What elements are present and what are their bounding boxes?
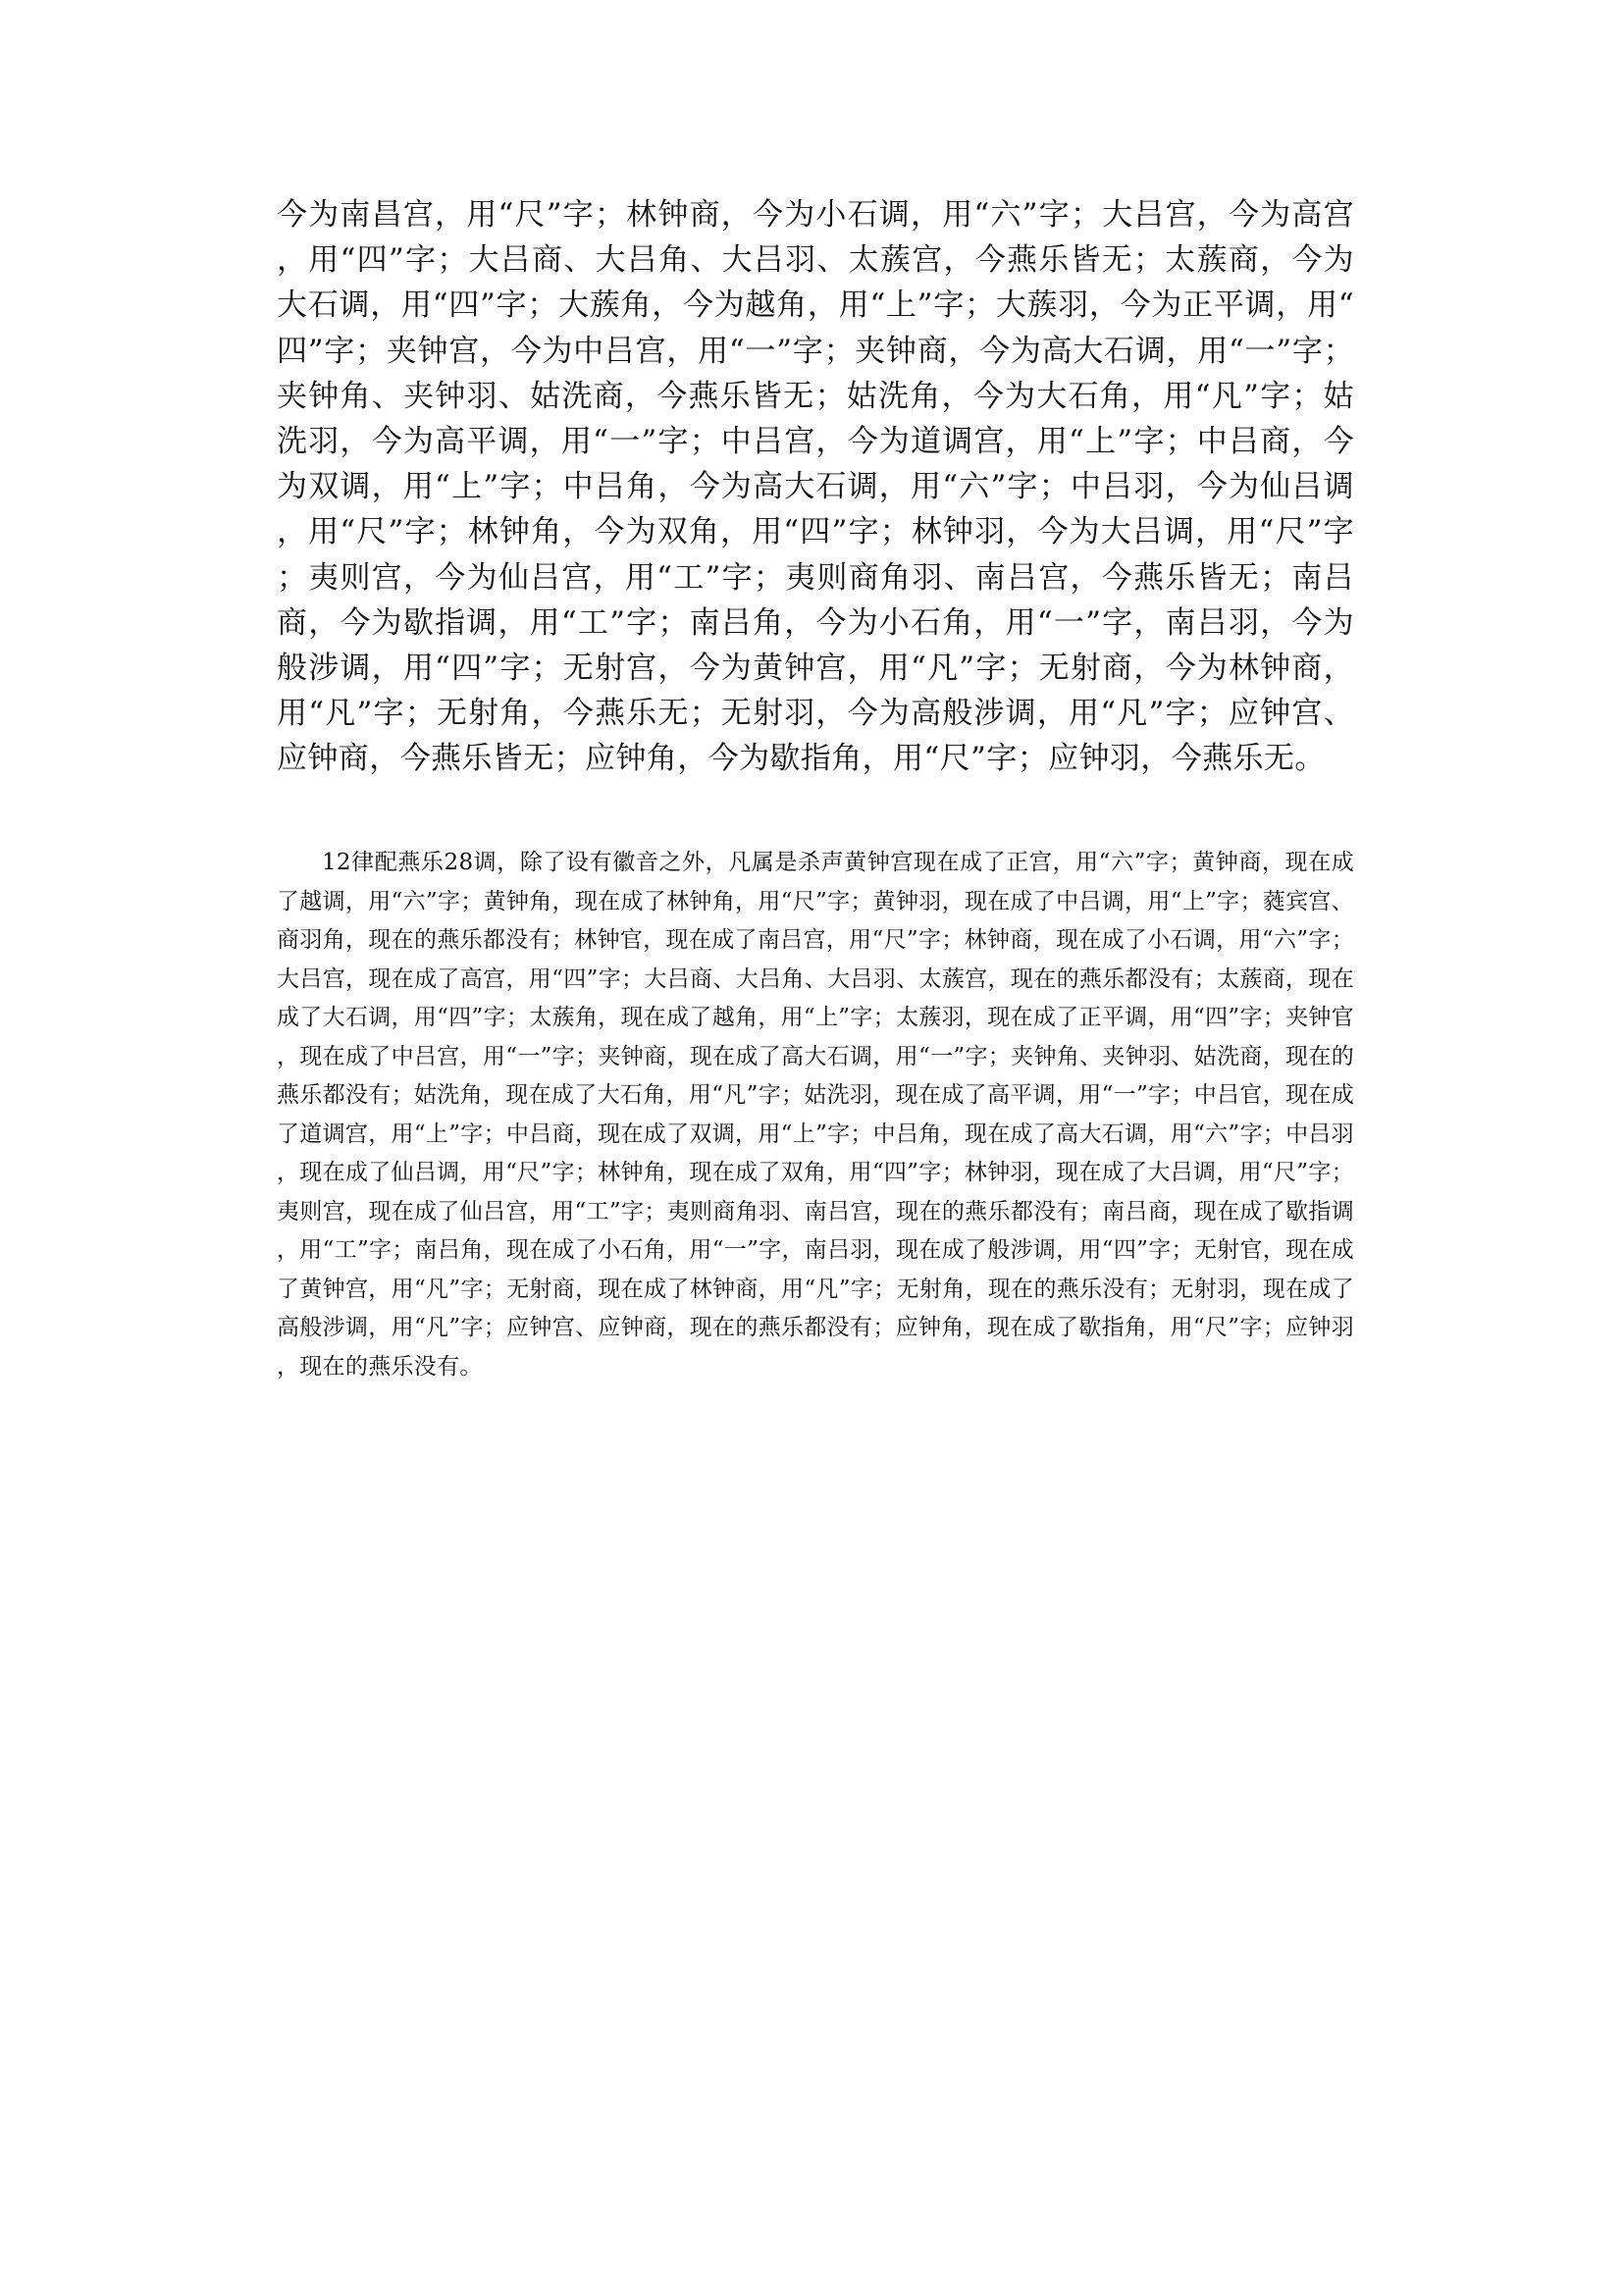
original-text-paragraph: 今为南昌宫，用“尺”字；林钟商，今为小石调，用“六”字；大吕宫，今为高宫，用“四”字；大吕商、大吕角、大吕羽、太蔟宫，今燕乐皆无；太蔟商，今为大石调，用“四”字；大蔟角，今为越角，用“上”字；大蔟羽，今为正平调，用“四”字；夹钟宫，今为中吕宫，用“一”字；夹钟商，今为高大石调，用“一”字；夹钟角、夹钟羽、姑洗商，今燕乐皆无；姑洗角，今为大石角，用“凡”字；姑洗羽，今为高平调，用“一”字；中吕宫，今为道调宫，用“上”字；中吕商，今为双调，用“上”字；中吕角，今为高大石调，用“六”字；中吕羽，今为仙吕调，用“尺”字；林钟角，今为双角，用“四”字；林钟羽，今为大吕调，用“尺”字；夷则宫，今为仙吕宫，用“工”字；夷则商角羽、南吕宫，今燕乐皆无；南吕商，今为歇指调，用“工”字；南吕角，今为小石角，用“一”字，南吕羽，今为般涉调，用“四”字；无射宫，今为黄钟宫，用“凡”字；无射商，今为林钟商，用“凡”字；无射角，今燕乐无；无射羽，今为高般涉调，用“凡”字；应钟宫、应钟商，今燕乐皆无；应钟角，今为歇指角，用“尺”字；应钟羽，今燕乐无。 (277, 197, 1354, 777)
translation-paragraph: 12律配燕乐28调，除了设有徽音之外，凡属是杀声黄钟宫现在成了正宫，用“六”字；黄钟商，现在成了越调，用“六”字；黄钟角，现在成了林钟角，用“尺”字；黄钟羽，现在成了中吕调，用“上”字；蕤宾宫、商羽角，现在的燕乐都没有；林钟官，现在成了南吕宫，用“尺”字；林钟商，现在成了小石调，用“六”字；大吕宫，现在成了高宫，用“四”字；大吕商、大吕角、大吕羽、太蔟宫，现在的燕乐都没有；太蔟商，现在成了大石调，用“四”字；太蔟角，现在成了越角，用“上”字；太蔟羽，现在成了正平调，用“四”字；夹钟官，现在成了中吕宫，用“一”字；夹钟商，现在成了高大石调，用“一”字；夹钟角、夹钟羽、姑洗商，现在的燕乐都没有；姑洗角，现在成了大石角，用“凡”字；姑洗羽，现在成了高平调，用“一”字；中吕官，现在成了道调宫，用“上”字；中吕商，现在成了双调，用“上”字；中吕角，现在成了高大石调，用“六”字；中吕羽，现在成了仙吕调，用“尺”字；林钟角，现在成了双角，用“四”字；林钟羽，现在成了大吕调，用“尺”字；夷则宫，现在成了仙吕宫，用“工”字；夷则商角羽、南吕宫，现在的燕乐都没有；南吕商，现在成了歇指调，用“工”字；南吕角，现在成了小石角，用“一”字，南吕羽，现在成了般涉调，用“四”字；无射官，现在成了黄钟宫，用“凡”字；无射商，现在成了林钟商，用“凡”字；无射角，现在的燕乐没有；无射羽，现在成了高般涉调，用“凡”字；应钟宫、应钟商，现在的燕乐都没有；应钟角，现在成了歇指角，用“尺”字；应钟羽，现在的燕乐没有。 (277, 850, 1354, 1380)
